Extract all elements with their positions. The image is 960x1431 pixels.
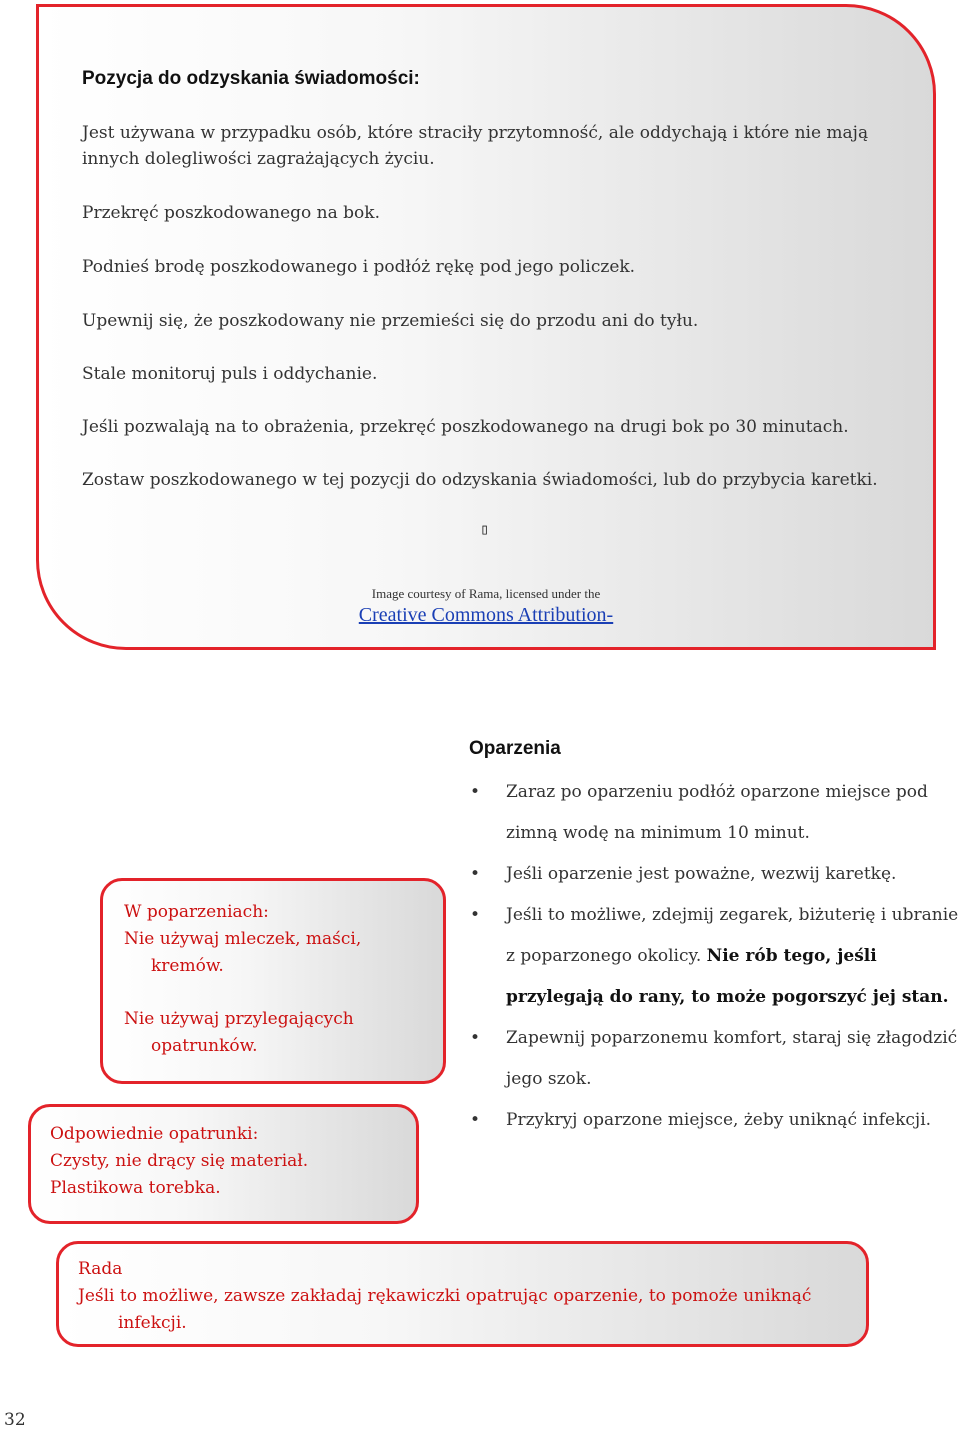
recovery-step-stay: Zostaw poszkodowanego w tej pozycji do odzyskania świadomości, lub do przybycia karetki. — [82, 470, 878, 490]
dressings-line2: Plastikowa torebka. — [50, 1178, 221, 1198]
burn-warning-line1: Nie używaj mleczek, maści, kremów. — [124, 929, 362, 976]
page-number: 32 — [4, 1410, 26, 1430]
dressings-line1: Czysty, nie drący się materiał. — [50, 1151, 309, 1171]
burn-warning-line2: Nie używaj przylegających opatrunków. — [124, 1009, 354, 1056]
recovery-step-chin: Podnieś brodę poszkodowanego i podłóż rękę pod jego policzek. — [82, 257, 636, 277]
dressings-box — [28, 1104, 419, 1224]
burn-warning-box — [100, 878, 446, 1084]
recovery-step-monitor: Stale monitoruj puls i oddychanie. — [82, 364, 378, 384]
recovery-step-rotate: Jeśli pozwalają na to obrażenia, przekręć poszkodowanego na drugi bok po 30 minutach. — [82, 417, 849, 437]
missing-image-icon: ▯ — [480, 520, 490, 538]
burns-item-remove: • Jeśli to możliwe, zdejmij zegarek, biżuterię i ubranie z poparzonego okolicy. Nie rób tego, jeśli przylegają do rany, to może pogorszyć jej stan. — [470, 895, 960, 1018]
image-courtesy-text: Image courtesy of Rama, licensed under the — [371, 586, 601, 601]
burns-item-ambulance: • Jeśli oparzenie jest poważne, wezwij karetkę. — [470, 854, 960, 895]
burns-item-comfort: • Zapewnij poparzonemu komfort, staraj się złagodzić jego szok. — [470, 1018, 960, 1100]
tip-title: Rada — [78, 1259, 123, 1279]
recovery-paragraph-intro: Jest używana w przypadku osób, które straciły przytomność, ale oddychają i które nie mają innych dolegliwości zagrażających życiu. — [82, 123, 869, 169]
recovery-position-heading: Pozycja do odzyskania świadomości: — [82, 68, 420, 89]
tip-text: Jeśli to możliwe, zawsze zakładaj rękawiczki opatrując oparzenie, to pomoże uniknąć infekcji. — [78, 1286, 812, 1333]
dressings-title: Odpowiednie opatrunki: — [50, 1124, 259, 1144]
recovery-step-turn: Przekręć poszkodowanego na bok. — [82, 203, 380, 223]
recovery-step-stable: Upewnij się, że poszkodowany nie przemieści się do przodu ani do tyłu. — [82, 311, 699, 331]
burns-heading: Oparzenia — [469, 738, 561, 759]
tip-box — [56, 1241, 869, 1347]
burns-item-cool: • Zaraz po oparzeniu podłóż oparzone miejsce pod zimną wodę na minimum 10 minut. — [470, 772, 960, 854]
burn-warning-title: W poparzeniach: — [124, 902, 269, 922]
burns-item-cover: • Przykryj oparzone miejsce, żeby uniknąć infekcji. — [470, 1100, 960, 1141]
burns-item-remove-warning: Nie rób tego, jeśli przylegają do rany, to może pogorszyć jej stan. — [506, 946, 949, 1007]
license-link[interactable]: Creative Commons Attribution- — [358, 604, 614, 626]
burns-list — [470, 772, 960, 1141]
